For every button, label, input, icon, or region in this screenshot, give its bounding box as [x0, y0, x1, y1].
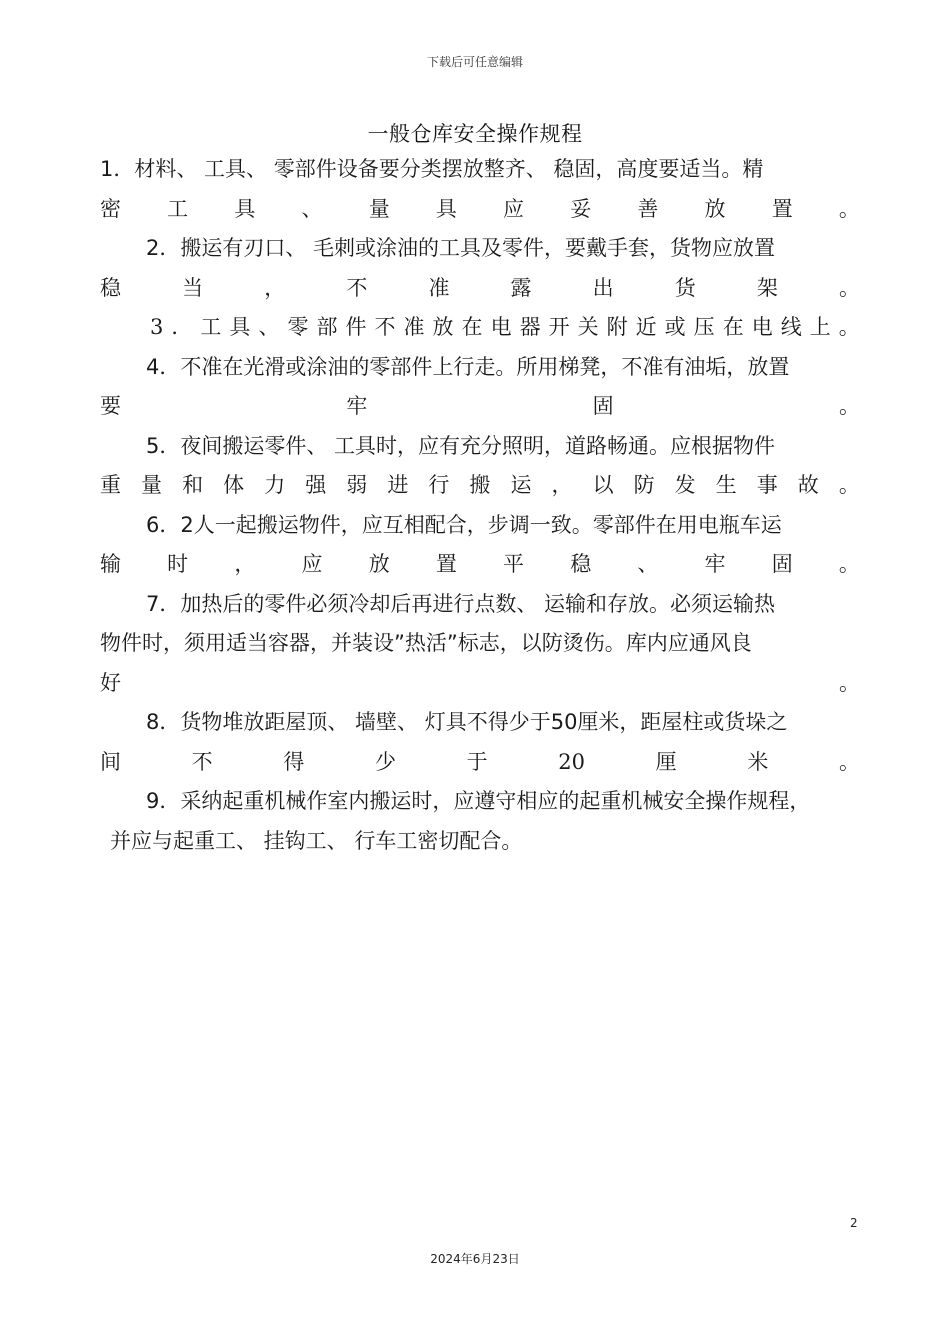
line-glyph: 当 [182, 275, 204, 300]
line-glyph: 稳 [100, 275, 121, 300]
rule-6-line-1: 6．2人一起搬运物件，应互相配合，步调一致。零部件在用电瓶车运 [146, 512, 782, 537]
line-glyph: 行 [428, 473, 450, 497]
line-glyph: 。 [838, 473, 860, 497]
line-glyph: 放 [368, 552, 390, 576]
line-glyph: 关 [577, 315, 599, 339]
line-glyph: 零 [287, 315, 309, 339]
line-glyph: 在 [461, 315, 483, 339]
line-glyph: 上 [809, 315, 831, 339]
line-glyph: 米 [747, 749, 769, 774]
line-glyph: 间 [100, 749, 121, 774]
line-glyph: 准 [403, 315, 425, 339]
line-glyph: 固 [592, 394, 614, 418]
line-glyph: 具 [229, 315, 251, 339]
line-glyph: 。 [838, 315, 860, 339]
document-body [100, 150, 860, 861]
rule-9-line-1: 9．采纳起重机械作室内搬运时，应遵守相应的起重机械安全操作规程， [146, 789, 811, 813]
line-glyph: 不 [374, 315, 396, 339]
rule-8-line-1: 8．货物堆放距屋顶、 墙壁、 灯具不得少于50厘米，距屋柱或货垛之 [146, 710, 788, 734]
line-glyph: 于 [466, 749, 488, 774]
line-glyph: 。 [838, 196, 860, 221]
line-glyph: 压 [693, 315, 715, 339]
line-glyph: 出 [592, 275, 614, 300]
line-glyph: 。 [838, 749, 860, 774]
line-glyph: 近 [635, 315, 657, 339]
line-glyph: 、 [301, 196, 323, 221]
line-glyph: ， [264, 275, 286, 300]
line-glyph: 搬 [469, 473, 491, 497]
line-glyph: 故 [797, 473, 819, 497]
line-glyph: 置 [435, 552, 457, 576]
line-glyph: 不 [191, 749, 213, 774]
line-glyph: 时 [167, 552, 189, 576]
line-glyph: 工 [167, 196, 189, 221]
rule-6-line-2 [100, 545, 860, 585]
line-glyph: 。 [838, 552, 860, 576]
line-glyph: 善 [637, 196, 659, 221]
line-glyph: 重 [100, 473, 121, 497]
document-title: 一般仓库安全操作规程 [367, 122, 583, 146]
rule-8-line-2 [100, 743, 860, 783]
line-glyph: ． [171, 315, 193, 339]
line-glyph: 固 [771, 552, 793, 576]
footer-date: 2024年6月23日 [430, 1252, 520, 1266]
line-glyph: 体 [223, 473, 245, 497]
line-glyph: 牢 [346, 394, 368, 418]
rule-5-line-2 [100, 466, 860, 506]
line-glyph: 要 [100, 394, 121, 418]
line-glyph: 准 [428, 275, 450, 300]
line-glyph: 量 [141, 473, 163, 497]
line-glyph: 。 [839, 670, 860, 695]
line-glyph: 电 [490, 315, 512, 339]
line-glyph: 防 [633, 473, 655, 497]
line-glyph: 生 [715, 473, 737, 497]
rule-3-line-1 [100, 308, 860, 348]
line-glyph: 开 [548, 315, 570, 339]
line-glyph: 货 [674, 275, 696, 300]
line-glyph: ， [551, 473, 573, 497]
line-glyph: 事 [756, 473, 778, 497]
line-glyph: 3 [150, 315, 164, 339]
line-glyph: 好 [100, 670, 121, 695]
line-glyph: 运 [510, 473, 532, 497]
line-glyph: 少 [374, 749, 396, 774]
line-glyph: 发 [674, 473, 696, 497]
line-glyph: 平 [503, 552, 525, 576]
line-glyph: 弱 [346, 473, 368, 497]
line-glyph: 牢 [704, 552, 726, 576]
rule-7-line-1: 7．加热后的零件必须冷却后再进行点数、 运输和存放。必须运输热 [146, 591, 776, 616]
rule-4-line-1: 4．不准在光滑或涂油的零部件上行走。所用梯凳，不准有油垢，放置 [146, 354, 790, 379]
line-glyph: 放 [432, 315, 454, 339]
line-glyph: 件 [345, 315, 367, 339]
line-glyph: 。 [838, 275, 860, 300]
rule-1-line-1: 1．材料、 工具、 零部件设备要分类摆放整齐、 稳固，高度要适当。精 [100, 157, 764, 181]
line-glyph: 置 [771, 196, 793, 221]
line-glyph: 妥 [570, 196, 592, 221]
line-glyph: 露 [510, 275, 532, 300]
line-glyph: 、 [637, 552, 659, 576]
line-glyph: 得 [283, 749, 305, 774]
line-glyph: 部 [316, 315, 338, 339]
line-glyph: 、 [258, 315, 280, 339]
line-glyph: 厘 [655, 749, 677, 774]
page-number: 2 [850, 1216, 858, 1230]
line-glyph: 具 [435, 196, 457, 221]
line-glyph: 附 [606, 315, 628, 339]
line-glyph: 输 [100, 552, 121, 576]
line-glyph: 线 [780, 315, 802, 339]
line-glyph: 密 [100, 196, 121, 221]
line-glyph: 放 [704, 196, 726, 221]
line-glyph: 强 [305, 473, 327, 497]
line-glyph: 不 [346, 275, 368, 300]
line-glyph: 电 [751, 315, 773, 339]
line-glyph: 力 [264, 473, 286, 497]
rule-7-line-2: 物件时，须用适当容器，并装设”热活”标志，以防烫伤。库内应通风良 [100, 631, 752, 655]
line-glyph: 或 [664, 315, 686, 339]
rule-4-line-2 [100, 387, 860, 427]
line-glyph: ， [234, 552, 256, 576]
rule-5-line-1: 5．夜间搬运零件、 工具时，应有充分照明，道路畅通。应根据物件 [146, 433, 776, 458]
line-glyph: 稳 [570, 552, 592, 576]
rule-1-line-2 [100, 190, 860, 230]
line-glyph: 架 [756, 275, 778, 300]
header-note: 下载后可任意编辑 [426, 55, 523, 69]
line-glyph: 以 [592, 473, 614, 497]
rule-7-line-3 [100, 664, 860, 704]
line-glyph: 进 [387, 473, 409, 497]
line-glyph: 。 [838, 394, 860, 418]
line-glyph: 20 [558, 749, 586, 774]
line-glyph: 量 [368, 196, 390, 221]
rule-2-line-2 [100, 269, 860, 309]
line-glyph: 具 [234, 196, 256, 221]
line-glyph: 在 [722, 315, 744, 339]
rule-9-line-2: 并应与起重工、 挂钩工、 行车工密切配合。 [110, 828, 523, 853]
line-glyph: 工 [200, 315, 222, 339]
rule-2-line-1: 2．搬运有刃口、 毛刺或涂油的工具及零件，要戴手套，货物应放置 [146, 236, 776, 260]
line-glyph: 应 [301, 552, 323, 576]
line-glyph: 应 [503, 196, 525, 221]
line-glyph: 和 [182, 473, 204, 497]
line-glyph: 器 [519, 315, 541, 339]
